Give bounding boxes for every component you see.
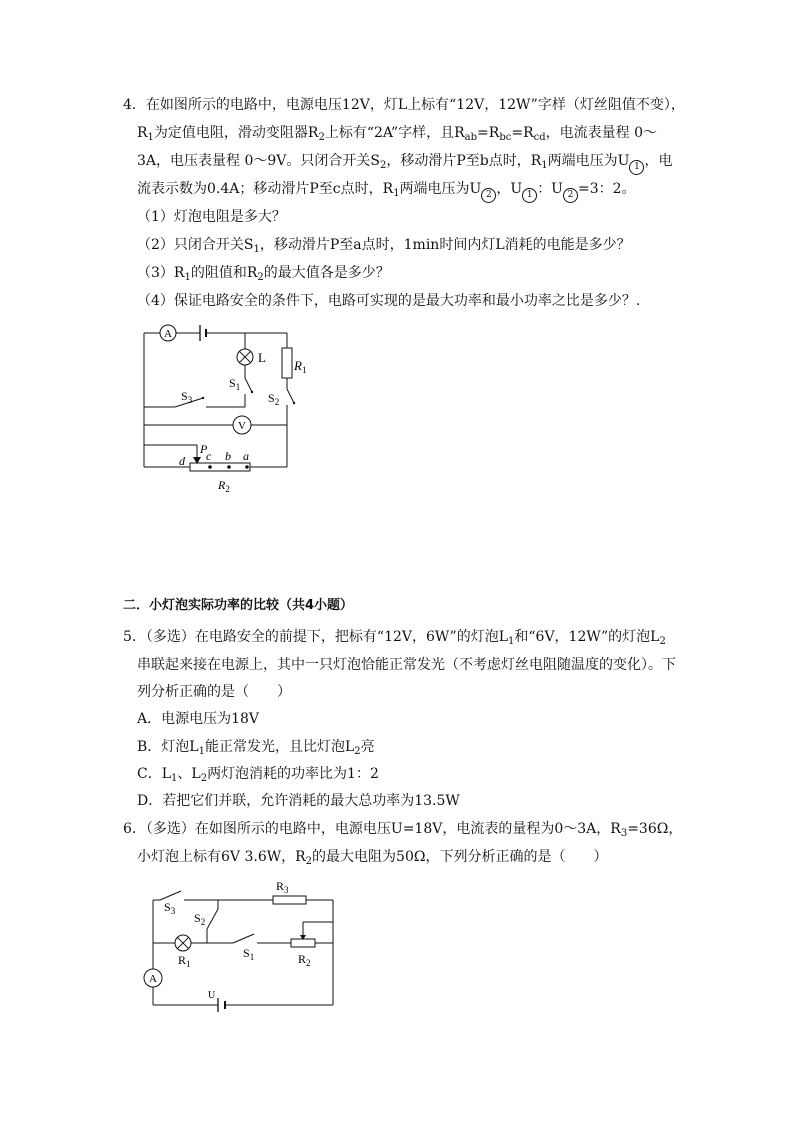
svg-text:R1: $R_1$ — [178, 953, 191, 969]
fig1-b-label: b — [225, 449, 231, 463]
q4-sub-3: $(3)R_1$的阻值和$R_2$的最大值各是多少？ — [137, 265, 390, 283]
fig1-s1-label: S — [229, 376, 236, 390]
svg-text:R2: $R_2$ — [218, 478, 230, 494]
fig1-voltmeter-label: V — [238, 420, 246, 432]
q4-line-3: 3A，电压表量程 0～9V。只闭合开关$S_2$，移动滑片P至b点时，$R_1$两端电压为U 1 ，电 — [137, 153, 672, 175]
q5-option-a: A．电源电压为18V — [137, 711, 260, 727]
fig1-s3-label: S — [181, 389, 188, 403]
fig2-ammeter-label: A — [149, 973, 157, 985]
fig1-d-label: d — [179, 454, 185, 468]
fig1-p-label: P — [200, 442, 208, 456]
q5-option-d: D．若把它们并联，允许消耗的最大总功率为13.5W — [137, 793, 460, 809]
svg-text:R3: $R_3$ — [276, 879, 289, 895]
svg-text:S3: $S_3$ — [164, 900, 176, 916]
fig2-r3-label: R — [276, 879, 285, 893]
q4-sub-1: （1）灯泡电阻是多大？ — [137, 209, 286, 225]
fig2-u-label: U — [208, 990, 216, 1001]
fig1-lamp-label: L — [258, 350, 266, 365]
q5-line-2: 串联起来接在电源上，其中一只灯泡恰能正常发光（不考虑灯丝电阻随温度的变化）。下 — [137, 657, 676, 673]
fig2-r1-label: R — [178, 953, 187, 967]
fig2-s2-label: S — [194, 911, 201, 925]
fig1-ammeter-label: A — [164, 328, 172, 340]
fig2-r2-label: R — [298, 952, 307, 966]
q6-line-1: 6．（多选）在如图所示的电路中，电源电压U=18V，电流表的量程为0～3A，$R_3=36\Omega$， — [123, 821, 683, 839]
fig1-a-label: a — [243, 449, 249, 463]
svg-text:S1: $S_1$ — [229, 376, 241, 392]
q4-line-1: 4．在如图所示的电路中，电源电压12V，灯L上标有“12V，12W”字样（灯丝阻值不变）， — [123, 97, 685, 113]
svg-text:S2: $S_2$ — [194, 911, 206, 927]
svg-text:S3: $S_3$ — [181, 389, 193, 405]
fig2-s3-label: S — [164, 900, 171, 914]
q6-line-2: 小灯泡上标有6V 3.6W，$R_2$的最大电阻为50Ω，下列分析正确的是（ ） — [137, 849, 608, 867]
svg-text:S1: $S_1$ — [243, 946, 255, 962]
q5-line-3: 列分析正确的是（ ） — [137, 684, 291, 700]
fig1-r1-label: R — [294, 358, 302, 373]
fig1-s2-label: S — [268, 391, 275, 405]
fig1-r2-label: R — [218, 478, 226, 492]
fig2-s1-label: S — [243, 946, 250, 960]
q4-line-2: $R_1$为定值电阻，滑动变阻器$R_2$上标有“2A”字样，且$R_{ab}=R_{bc}=R_{cd}$，电流表量程 0～ — [137, 125, 657, 143]
q4-line-4: 流表示数为0.4A；移动滑片P至c点时，$R_1$两端电压为U 2 ，U 1 ：U 2 =3：2。 — [137, 181, 636, 203]
q5-option-b: B．灯泡$L_1$能正常发光，且比灯泡$L_2$亮 — [137, 739, 375, 757]
lamp-icon — [175, 935, 191, 951]
svg-text:R2: $R_2$ — [298, 952, 311, 968]
svg-text:R1: $R_1$ — [294, 358, 307, 375]
fig1-c-label: c — [206, 449, 212, 463]
q4-sub-2: （2）只闭合开关$S_1$，移动滑片P至a点时，1min时间内灯L消耗的电能是多少？ — [137, 237, 631, 255]
section-2-title: 二．小灯泡实际功率的比较（共4小题） — [123, 598, 354, 613]
q5-line-1: 5．（多选）在电路安全的前提下，把标有“12V，6W”的灯泡$L_1$和“6V，12W”的灯泡$L_2$ — [123, 629, 666, 647]
svg-text:S2: $S_2$ — [268, 391, 280, 407]
q5-option-c: C．$L_1$、$L_2$两灯泡消耗的功率比为1：2 — [137, 766, 379, 784]
q4-sub-4: （4）保证电路安全的条件下，电路可实现的是最大功率和最小功率之比是多少？. — [137, 293, 641, 309]
